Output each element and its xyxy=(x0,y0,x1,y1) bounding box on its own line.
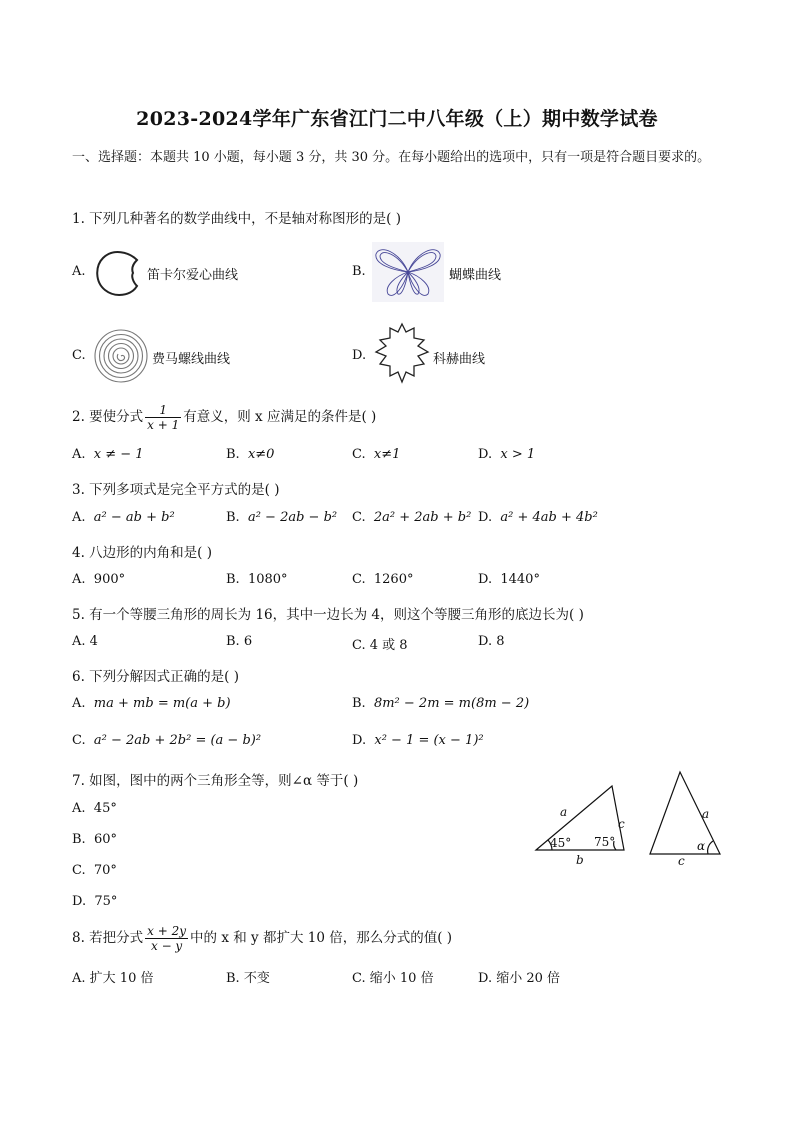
q8-stem-pre: 8. 若把分式 xyxy=(72,930,144,946)
q8-option-d: D. 缩小 20 倍 xyxy=(478,971,561,986)
butterfly-curve-figure xyxy=(372,242,444,302)
q6-d-value: x² − 1 = (x − 1)² xyxy=(374,733,484,748)
question-6-stem: 6. 下列分解因式正确的是( ) xyxy=(72,669,239,685)
q6-option-d: D. x² − 1 = (x − 1)² xyxy=(352,733,484,748)
q5-c-value: 4 或 8 xyxy=(369,638,408,653)
t1-label-b: b xyxy=(576,853,584,867)
q8-d-value: 缩小 20 倍 xyxy=(496,971,561,986)
q2-fraction xyxy=(145,403,181,432)
question-1-stem: 1. 下列几种著名的数学曲线中，不是轴对称图形的是( ) xyxy=(72,211,401,227)
q1-option-c-letter: C. xyxy=(72,348,86,363)
angle-alpha-arc xyxy=(708,841,713,854)
q8-stem-post: 中的 x 和 y 都扩大 10 倍，那么分式的值( ) xyxy=(190,930,453,946)
q5-option-b: B. 6 xyxy=(226,634,253,649)
question-2-stem xyxy=(72,403,376,432)
q6-c-value: a² − 2ab + 2b² = (a − b)² xyxy=(93,733,262,748)
q3-option-a: A. a² − ab + b² xyxy=(72,510,175,525)
q2-c-value: x≠1 xyxy=(373,447,401,462)
q4-c-value: 1260° xyxy=(373,572,414,587)
q6-option-a: A. ma + mb = m(a + b) xyxy=(72,696,231,711)
q6-b-value: 8m² − 2m = m(8m − 2) xyxy=(373,696,530,711)
page-title: 2023-2024学年广东省江门二中八年级（上）期中数学试卷 xyxy=(136,108,658,130)
q2-frac-num: 1 xyxy=(145,403,181,418)
q7-b-value: 60° xyxy=(93,832,117,847)
q8-option-c: C. 缩小 10 倍 xyxy=(352,971,434,986)
q2-frac-den: x + 1 xyxy=(147,418,180,432)
t2-label-c: c xyxy=(678,854,685,868)
question-7-stem: 7. 如图，图中的两个三角形全等，则∠α 等于( ) xyxy=(72,773,359,789)
q2-stem-pre: 2. 要使分式 xyxy=(72,409,144,425)
q4-option-c: C. 1260° xyxy=(352,572,414,587)
q1-option-c-label: 费马螺线曲线 xyxy=(152,352,231,367)
q2-option-a: A. x ≠ − 1 xyxy=(72,447,144,462)
q5-option-d: D. 8 xyxy=(478,634,505,649)
q4-d-value: 1440° xyxy=(500,572,540,587)
q1-option-b-letter: B. xyxy=(352,264,366,279)
q5-option-a: A. 4 xyxy=(72,634,98,649)
q2-a-value: x ≠ − 1 xyxy=(93,447,144,462)
q8-c-value: 缩小 10 倍 xyxy=(369,971,434,986)
q7-option-a: A. 45° xyxy=(72,801,117,816)
q8-a-value: 扩大 10 倍 xyxy=(89,971,154,986)
q8-fraction xyxy=(145,924,188,953)
q5-d-value: 8 xyxy=(496,634,505,649)
question-8-stem xyxy=(72,924,452,953)
q3-c-value: 2a² + 2ab + b² xyxy=(373,510,472,525)
t1-label-a: a xyxy=(560,805,568,819)
q1-option-d-letter: D. xyxy=(352,348,367,363)
question-5-stem: 5. 有一个等腰三角形的周长为 16，其中一边长为 4，则这个等腰三角形的底边长为( ) xyxy=(72,607,584,623)
q7-a-value: 45° xyxy=(93,801,117,816)
q5-option-c: C. 4 或 8 xyxy=(352,638,408,653)
q1-option-d-label: 科赫曲线 xyxy=(433,352,486,367)
q7-d-value: 75° xyxy=(94,894,118,909)
q3-option-d: D. a² + 4ab + 4b² xyxy=(478,510,598,525)
koch-snowflake-figure xyxy=(372,322,432,388)
question-3-stem: 3. 下列多项式是完全平方式的是( ) xyxy=(72,482,280,498)
section-heading: 一、选择题：本题共 10 小题，每小题 3 分，共 30 分。在每小题给出的选项中，只有一项是符合题目要求的。 xyxy=(72,150,711,165)
q2-option-d: D. x > 1 xyxy=(478,447,536,462)
q4-option-d: D. 1440° xyxy=(478,572,540,587)
q5-b-value: 6 xyxy=(243,634,253,649)
q6-a-value: ma + mb = m(a + b) xyxy=(93,696,231,711)
q3-option-b: B. a² − 2ab − b² xyxy=(226,510,338,525)
q7-option-c: C. 70° xyxy=(72,863,117,878)
q8-frac-num: x + 2y xyxy=(147,924,187,938)
q4-b-value: 1080° xyxy=(247,572,288,587)
congruent-triangles-figure xyxy=(530,768,730,868)
q2-option-b: B. x≠0 xyxy=(226,447,275,462)
q6-option-b: B. 8m² − 2m = m(8m − 2) xyxy=(352,696,530,711)
t1-label-c: c xyxy=(618,817,625,831)
q8-b-value: 不变 xyxy=(243,971,270,986)
q8-option-a: A. 扩大 10 倍 xyxy=(72,971,154,986)
q4-option-b: B. 1080° xyxy=(226,572,288,587)
t1-angle-45: 45° xyxy=(550,836,572,850)
t1-angle-75: 75° xyxy=(594,835,616,849)
q1-option-a-letter: A. xyxy=(72,264,86,279)
q7-option-b: B. 60° xyxy=(72,832,117,847)
q4-option-a: A. 900° xyxy=(72,572,126,587)
q4-a-value: 900° xyxy=(93,572,126,587)
q7-option-d: D. 75° xyxy=(72,894,118,909)
q3-d-value: a² + 4ab + 4b² xyxy=(500,510,598,525)
q5-a-value: 4 xyxy=(89,634,98,649)
q2-b-value: x≠0 xyxy=(247,447,275,462)
q6-option-c: C. a² − 2ab + 2b² = (a − b)² xyxy=(72,733,262,748)
q1-option-b-label: 蝴蝶曲线 xyxy=(449,268,502,283)
t2-label-alpha: α xyxy=(697,839,706,853)
q3-option-c: C. 2a² + 2ab + b² xyxy=(352,510,472,525)
q1-option-a-label: 笛卡尔爱心曲线 xyxy=(147,268,239,283)
fermat-spiral-figure xyxy=(92,328,150,384)
q2-d-value: x > 1 xyxy=(500,447,536,462)
q3-a-value: a² − ab + b² xyxy=(93,510,175,525)
cardioid-curve-figure xyxy=(93,246,147,300)
q2-stem-post: 有意义，则 x 应满足的条件是( ) xyxy=(183,409,377,425)
q8-option-b: B. 不变 xyxy=(226,971,270,986)
question-4-stem: 4. 八边形的内角和是( ) xyxy=(72,545,212,561)
q8-frac-den: x − y xyxy=(150,939,183,953)
t2-label-a: a xyxy=(702,807,710,821)
q3-b-value: a² − 2ab − b² xyxy=(247,510,338,525)
triangle-2 xyxy=(650,772,720,854)
q2-option-c: C. x≠1 xyxy=(352,447,401,462)
q7-c-value: 70° xyxy=(93,863,117,878)
